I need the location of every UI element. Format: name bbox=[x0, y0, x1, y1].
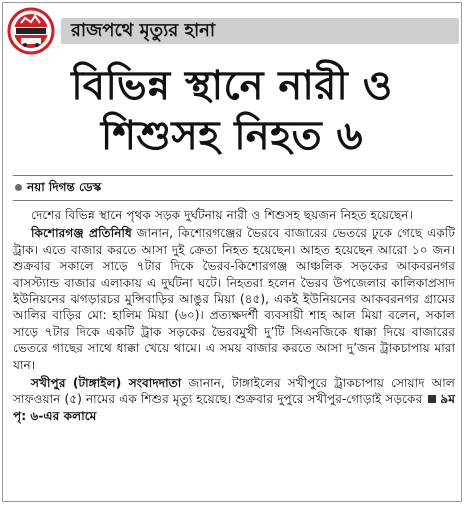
square-bullet-icon bbox=[428, 395, 436, 403]
kishoreganj-lead: কিশোরগঞ্জ প্রতিনিধি bbox=[31, 226, 132, 241]
continued-on-page: ৯ম পৃ: ৬-এর কলামে bbox=[13, 392, 456, 423]
sakhipur-lead: সখীপুর (টাঙ্গাইল) সংবাদদাতা bbox=[31, 376, 182, 391]
section-header bbox=[5, 5, 459, 59]
headline-line-1: বিভিন্ন স্থানে নারী ও bbox=[71, 63, 393, 109]
byline-text: নয়া দিগন্ত ডেস্ক bbox=[27, 180, 102, 194]
sakhipur-text: জানান, টাঙ্গাইলের সখীপুরে ট্রাকচাপায় সোয়াদ আল সাফওয়ান (৫) নামের এক শিশুর মৃত্যু হয়েছে। শুক্রবার দুপুরে সখীপুর-গোড়াই সড়কের bbox=[13, 376, 455, 407]
sakhipur-paragraph bbox=[13, 375, 455, 424]
divider bbox=[13, 175, 453, 176]
headline bbox=[3, 61, 461, 161]
headline-line-2: শিশুসহ নিহত ৬ bbox=[100, 113, 364, 159]
byline bbox=[15, 179, 101, 195]
section-title: রাজপথে মৃত্যুর হানা bbox=[71, 20, 216, 41]
bullet-dot-icon bbox=[15, 184, 22, 191]
section-title-bar bbox=[61, 18, 459, 44]
intro-paragraph: দেশের বিভিন্ন স্থানে পৃথক সড়ক দুর্ঘটনায় নারী ও শিশুসহ ছয়জন নিহত হয়েছেন। bbox=[31, 208, 413, 222]
news-clipping bbox=[2, 2, 462, 502]
divider bbox=[13, 200, 453, 201]
accident-logo-icon bbox=[7, 7, 55, 55]
kishoreganj-text: জানান, কিশোরগঞ্জের ভৈরবে বাজারের ভেতরে ঢুকে গেছে একটি ট্রাক। এতে বাজার করতে আসা দুই ক্রেতা নিহত হয়েছেন। আহত হয়েছেন আরো ১০ জন। শুক্রবার সকালে সাড়ে ৭টার দিকে ভৈরব-কিশোরগঞ্জ আঞ্চলিক সড়কের আকবরনগর বাসস্ট্যান্ড বাজার এলাকায় এ দুর্ঘটনা ঘটে। নিহতরা হলেন ভৈরব উপজেলার কালিকাপ্রসাদ ইউনিয়নের ঝগড়ারচর মুন্সিবাড়ির আঙুর মিয়া (৪৫), একই ইউনিয়নের আকবরনগর গ্রামের আলির বাড়ির মো: হালিম মিয়া (৬০)। প্রত্যক্ষদর্শী ব্যবসায়ী শাহ আল মিয়া বলেন, সকাল সাড়ে ৭টার দিকে একটি ট্রাক সড়কের ভৈরবমুখী দু’টি সিএনজিকে ধাক্কা দিয়ে বাজারের ভেতরে গাছের সাথে ধাক্কা খেয়ে থামে। এ সময় বাজার করতে আসা দু’জন ট্রাকচাপায় মারা যান। bbox=[13, 226, 455, 372]
article-body bbox=[13, 207, 455, 426]
kishoreganj-paragraph bbox=[13, 225, 455, 373]
